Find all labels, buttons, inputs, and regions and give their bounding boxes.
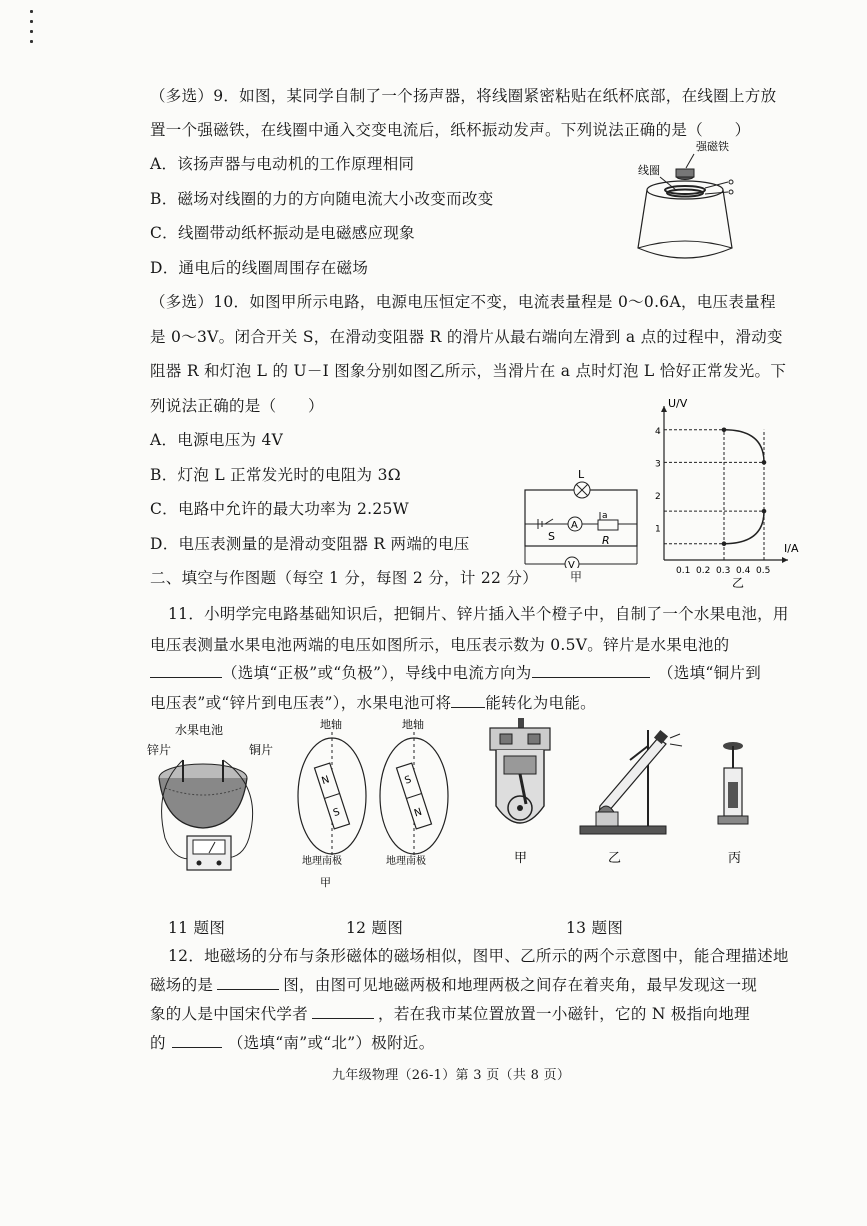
y-axis-arrow xyxy=(661,406,667,412)
q11-line1: 11．小明学完电路基础知识后，把铜片、锌片插入半个橙子中，自制了一个水果电池，用 xyxy=(168,605,789,623)
q10-option-b: B．灯泡 L 正常发光时的电阻为 3Ω xyxy=(150,466,401,484)
left-s: S xyxy=(331,806,342,820)
q9-stem-line2: 置一个强磁铁，在线圈中通入交变电流后，纸杯振动发声。下列说法正确的是（ ） xyxy=(150,121,751,139)
q12-blank-3[interactable] xyxy=(172,1033,222,1048)
q10-stem-line1: （多选）10．如图甲所示电路，电源电压恒定不变，电流表量程是 0～0.6A，电压表量程 xyxy=(150,293,776,311)
q11-line3 xyxy=(150,661,650,683)
geomagnetic-figures xyxy=(290,716,450,891)
left-n: N xyxy=(320,774,331,788)
data-point xyxy=(722,427,727,432)
circuit-diagram xyxy=(520,468,645,568)
x-tick-label: 0.1 xyxy=(676,566,691,576)
q11-line4-text-a: 电压表”或“锌片到电压表”），水果电池可将 xyxy=(150,694,452,712)
ammeter-label: A xyxy=(571,520,578,531)
q12-blank-2[interactable] xyxy=(312,1004,374,1019)
q12-line4 xyxy=(150,1031,435,1053)
series-line-l xyxy=(724,511,764,544)
q9-stem-line1: （多选）9．如图，某同学自制了一个扬声器，将线圈紧密粘贴在纸杯底部，在线圈上方放 xyxy=(150,87,777,105)
q12-line4-text-b: （选填“南”或“北”）极附近。 xyxy=(227,1034,435,1052)
axis-label-right: 地轴 xyxy=(402,718,424,731)
x-tick-label: 0.2 xyxy=(696,566,711,576)
y-tick-label: 3 xyxy=(655,459,661,470)
q11-blank-1[interactable] xyxy=(150,663,222,678)
q9-option-d: D．通电后的线圈周围存在磁场 xyxy=(150,259,369,277)
q13-label-jia: 甲 xyxy=(514,851,528,866)
q10-stem-line2: 是 0～3V。闭合开关 S，在滑动变阻器 R 的滑片从最右端向左滑到 a 点的过程中，滑动变 xyxy=(150,328,783,346)
y-tick-label: 1 xyxy=(655,524,661,535)
q11-line3-text-a: （选填“正极”或“负极”），导线中电流方向为 xyxy=(222,664,532,682)
y-axis-label: U/V xyxy=(668,397,688,410)
page-footer: 九年级物理（26-1）第 3 页（共 8 页） xyxy=(332,1068,571,1083)
q11-blank-2[interactable] xyxy=(532,663,650,678)
x-tick-label: 0.4 xyxy=(736,566,751,576)
copper-label: 铜片 xyxy=(249,743,274,757)
x-tick-label: 0.5 xyxy=(756,566,771,576)
right-s: S xyxy=(403,774,413,787)
q13-label-yi: 乙 xyxy=(608,851,622,866)
q12-blank-1[interactable] xyxy=(217,975,279,990)
right-n: N xyxy=(412,806,424,820)
q12-line4-text-a: 的 xyxy=(150,1034,166,1052)
point-a-label: a xyxy=(602,511,608,521)
section2-title: 二、填空与作图题（每空 1 分，每图 2 分，计 22 分） xyxy=(150,569,539,587)
y-tick-label: 4 xyxy=(655,426,661,437)
q13-label-bing: 丙 xyxy=(728,851,742,866)
bottom-label-right: 地理南极 xyxy=(386,856,426,867)
q10-stem-line3: 阻器 R 和灯泡 L 的 U－I 图象分别如图乙所示，当滑片在 a 点时灯泡 L 恰好正常发光。下 xyxy=(150,362,787,380)
q12-line3-text-a: 象的人是中国宋代学者 xyxy=(150,1005,309,1023)
q11-blank-3[interactable] xyxy=(451,693,485,708)
switch-label: S xyxy=(548,530,555,543)
q11-line4 xyxy=(150,691,596,713)
q11-figure-caption: 11 题图 xyxy=(168,919,226,937)
q12-fig-caption-jia: 甲 xyxy=(320,876,331,889)
q11-line3-tail: （选填“铜片到 xyxy=(658,664,762,682)
coil-label: 线圈 xyxy=(638,164,660,177)
q12-line3-text-b: ，若在我市某位置放置一小磁针，它的 N 极指向地理 xyxy=(378,1005,750,1023)
q10-option-c: C．电路中允许的最大功率为 2.25W xyxy=(150,500,409,518)
q12-line3 xyxy=(150,1002,750,1024)
series-line-r xyxy=(724,430,764,463)
y-tick-label: 2 xyxy=(655,491,661,502)
x-axis-arrow xyxy=(782,557,788,563)
q11-line4-text-b: 能转化为电能。 xyxy=(485,694,596,712)
q12-figure-caption: 12 题图 xyxy=(346,919,404,937)
rheostat-label: R xyxy=(602,534,610,547)
q12-line2-text-b: 图，由图可见地磁两极和地理两极之间存在着夹角，最早发现这一现 xyxy=(283,976,758,994)
q9-option-c: C．线圈带动纸杯振动是电磁感应现象 xyxy=(150,224,415,242)
q10-option-d: D．电压表测量的是滑动变阻器 R 两端的电压 xyxy=(150,535,470,553)
energy-figures xyxy=(480,716,780,866)
q13-figure-caption: 13 题图 xyxy=(566,919,624,937)
q9-option-a: A．该扬声器与电动机的工作原理相同 xyxy=(150,155,415,173)
q12-line2-text-a: 磁场的是 xyxy=(150,976,214,994)
data-point xyxy=(762,460,767,465)
axis-label-left: 地轴 xyxy=(320,718,342,731)
speaker-figure xyxy=(630,138,760,273)
q10-stem-line4: 列说法正确的是（ ） xyxy=(150,397,324,415)
margin-dots xyxy=(30,10,34,50)
q9-option-b: B．磁场对线圈的力的方向随电流大小改变而改变 xyxy=(150,190,494,208)
data-point xyxy=(762,509,767,514)
lamp-label: L xyxy=(578,468,585,481)
chart-caption: 乙 xyxy=(732,576,745,590)
q12-line1: 12．地磁场的分布与条形磁体的磁场相似，图甲、乙所示的两个示意图中，能合理描述地 xyxy=(168,947,789,965)
circuit-caption: 甲 xyxy=(570,570,583,584)
q11-line2: 电压表测量水果电池两端的电压如图所示，电压表示数为 0.5V。锌片是水果电池的 xyxy=(150,636,730,654)
data-point xyxy=(722,541,727,546)
ui-graph-chart xyxy=(650,395,800,590)
fruit-battery-figure xyxy=(145,718,275,878)
x-tick-label: 0.3 xyxy=(716,566,731,576)
voltmeter-label: V xyxy=(568,560,575,568)
q10-option-a: A．电源电压为 4V xyxy=(150,431,284,449)
magnet-label: 强磁铁 xyxy=(696,140,729,153)
q12-line2 xyxy=(150,973,757,995)
zinc-label: 锌片 xyxy=(147,743,172,757)
x-axis-label: I/A xyxy=(784,542,799,555)
bottom-label-left: 地理南极 xyxy=(302,856,342,867)
fruit-battery-title: 水果电池 xyxy=(175,723,224,737)
